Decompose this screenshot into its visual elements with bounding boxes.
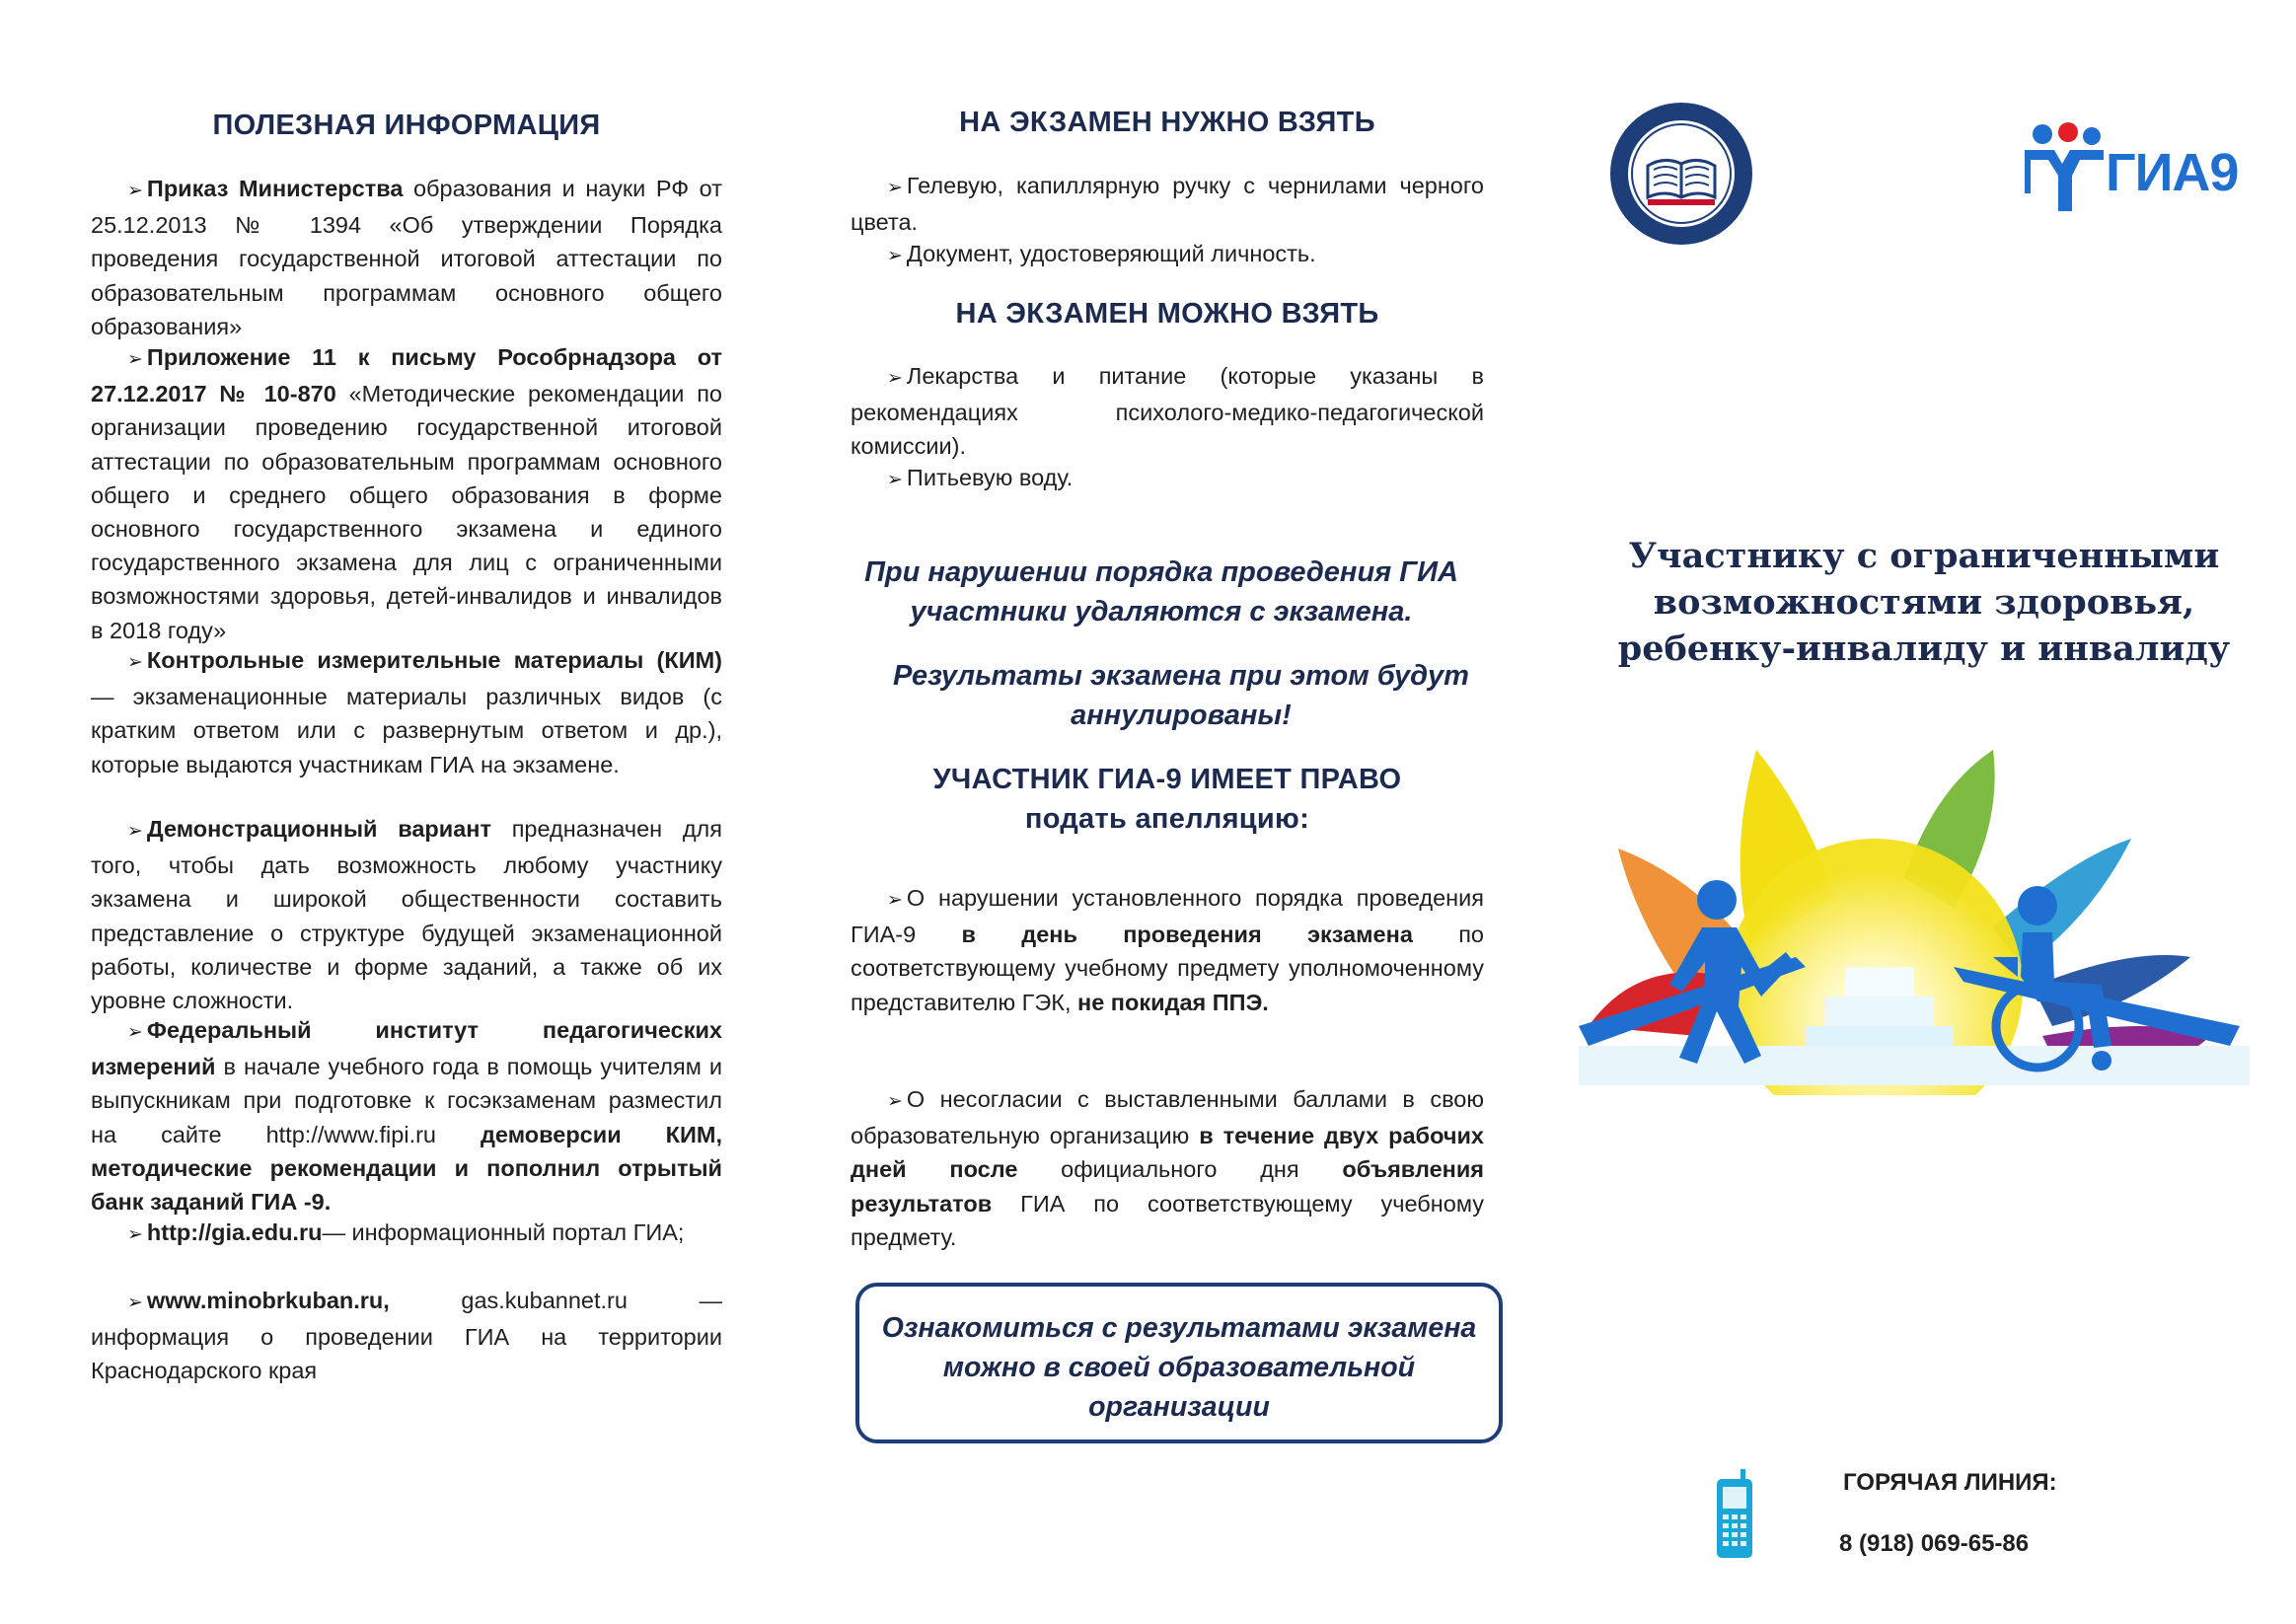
minobrkuban-link[interactable]: www.minobrkuban.ru,	[146, 1288, 390, 1313]
brochure-title: Участнику с ограниченными возможностями здоровья, ребенку-инвалиду и инвалиду	[1617, 536, 2231, 669]
arrow-bullet-icon: ➢	[887, 890, 903, 911]
arrow-bullet-icon: ➢	[127, 181, 143, 201]
gia9-logo	[2025, 120, 2271, 219]
arrow-bullet-icon: ➢	[127, 1292, 143, 1313]
hotline-number[interactable]: 8 (918) 069-65-86	[1839, 1530, 2030, 1557]
gia9-logo-text: ГИА9	[2106, 143, 2239, 202]
arrow-bullet-icon: ➢	[887, 246, 903, 266]
appeal-right-subheading: подать апелляцию:	[1024, 803, 1310, 835]
useful-info-heading: ПОЛЕЗНАЯ ИНФОРМАЦИЯ	[212, 110, 601, 141]
must-bring-pen: ➢ Гелевую, капиллярную ручку с чернилами черного цвета.	[851, 173, 1484, 236]
info-item-gia-portal: ➢ http://gia.edu.ru— информационный портал ГИА;	[91, 1216, 722, 1252]
arrow-bullet-icon: ➢	[887, 178, 903, 198]
info-item-demo: ➢ Демонстрационный вариант предназначен для того, чтобы дать возможность любому участнику экзамена и широкой общественности составить представление о структуре будущей экзаменационной работы, количестве и форме заданий, а также об их уровне сложности.	[91, 816, 722, 1014]
results-info-box	[855, 1283, 1503, 1443]
results-info-text: Ознакомиться с результатами экзамена можно в своей образовательной организации	[881, 1312, 1477, 1423]
appeal-right-heading: УЧАСТНИК ГИА-9 ИМЕЕТ ПРАВО	[932, 764, 1402, 795]
may-bring-water: ➢ Питьевую воду.	[851, 461, 1484, 497]
info-item-kim: ➢ Контрольные измерительные материалы (КИМ) — экзаменационные материалы различных видов (с кратким ответом или с развернутым ответом и др.), которые выдаются участникам ГИА на экзамене.	[91, 647, 722, 777]
info-item-regional-sites: ➢ www.minobrkuban.ru, gas.kubannet.ru — информация о проведении ГИА на территории Краснодарского края	[91, 1288, 722, 1384]
results-cancelled-warning: Результаты экзамена при этом будут аннулированы!	[893, 660, 1469, 731]
appeal-procedure-violation: ➢ О нарушении установленного порядка проведения ГИА-9 в день проведения экзамена по соответствующему учебному предмету уполномоченному представителю ГЭК, не покидая ППЭ.	[851, 885, 1485, 1015]
ministry-seal-logo	[1608, 101, 1754, 247]
arrow-bullet-icon: ➢	[127, 1224, 143, 1245]
may-bring-heading: НА ЭКЗАМЕН МОЖНО ВЗЯТЬ	[955, 298, 1379, 330]
accessibility-illustration	[1579, 730, 2250, 1095]
info-item-fipi: ➢ Федеральный институт педагогических измерений в начале учебного года в помощь учителям и выпускникам при подготовке к госэкзаменам разместил на сайте http://www.fipi.ru демоверсии КИМ, методические рекомендации и пополнил отрытый банк заданий ГИА -9.	[91, 1017, 723, 1216]
arrow-bullet-icon: ➢	[127, 652, 143, 673]
arrow-bullet-icon: ➢	[127, 1022, 143, 1043]
gia-portal-link[interactable]: http://gia.edu.ru	[146, 1219, 323, 1245]
arrow-bullet-icon: ➢	[887, 1091, 903, 1112]
violation-warning: При нарушении порядка проведения ГИА участники удаляются с экзамена.	[864, 556, 1458, 627]
arrow-bullet-icon: ➢	[887, 470, 903, 490]
arrow-bullet-icon: ➢	[127, 821, 143, 842]
must-bring-heading: НА ЭКЗАМЕН НУЖНО ВЗЯТЬ	[959, 107, 1375, 138]
info-item-appendix: ➢ Приложение 11 к письму Рособрнадзора от 27.12.2017 № 10-870 «Методические рекомендации по организации проведению государственной итоговой аттестации по образовательным программам основного общего и среднего общего образования в форме основного государственного экзамена и единого государственного экзамена для лиц с ограниченными возможностями здоровья, детей-инвалидов и инвалидов в 2018 году»	[91, 344, 723, 643]
may-bring-medicine: ➢ Лекарства и питание (которые указаны в рекомендациях психолого-медико-педагогической комиссии).	[851, 363, 1484, 460]
must-bring-id: ➢ Документ, удостоверяющий личность.	[851, 237, 1484, 273]
arrow-bullet-icon: ➢	[887, 368, 903, 389]
info-item-order: ➢ Приказ Министерства образования и науки РФ от 25.12.2013 № 1394 «Об утверждении Порядка проведения государственной итоговой аттестации по образовательным программам основного общего образования»	[91, 176, 722, 339]
appeal-score-disagreement: ➢ О несогласии с выставленными баллами в свою образовательную организацию в течение двух рабочих дней после официального дня объявления результатов ГИА по соответствующему учебному предмету.	[851, 1086, 1485, 1250]
arrow-bullet-icon: ➢	[127, 349, 143, 370]
mobile-phone-icon	[1715, 1469, 1754, 1560]
hotline-label: ГОРЯЧАЯ ЛИНИЯ:	[1843, 1469, 2057, 1496]
